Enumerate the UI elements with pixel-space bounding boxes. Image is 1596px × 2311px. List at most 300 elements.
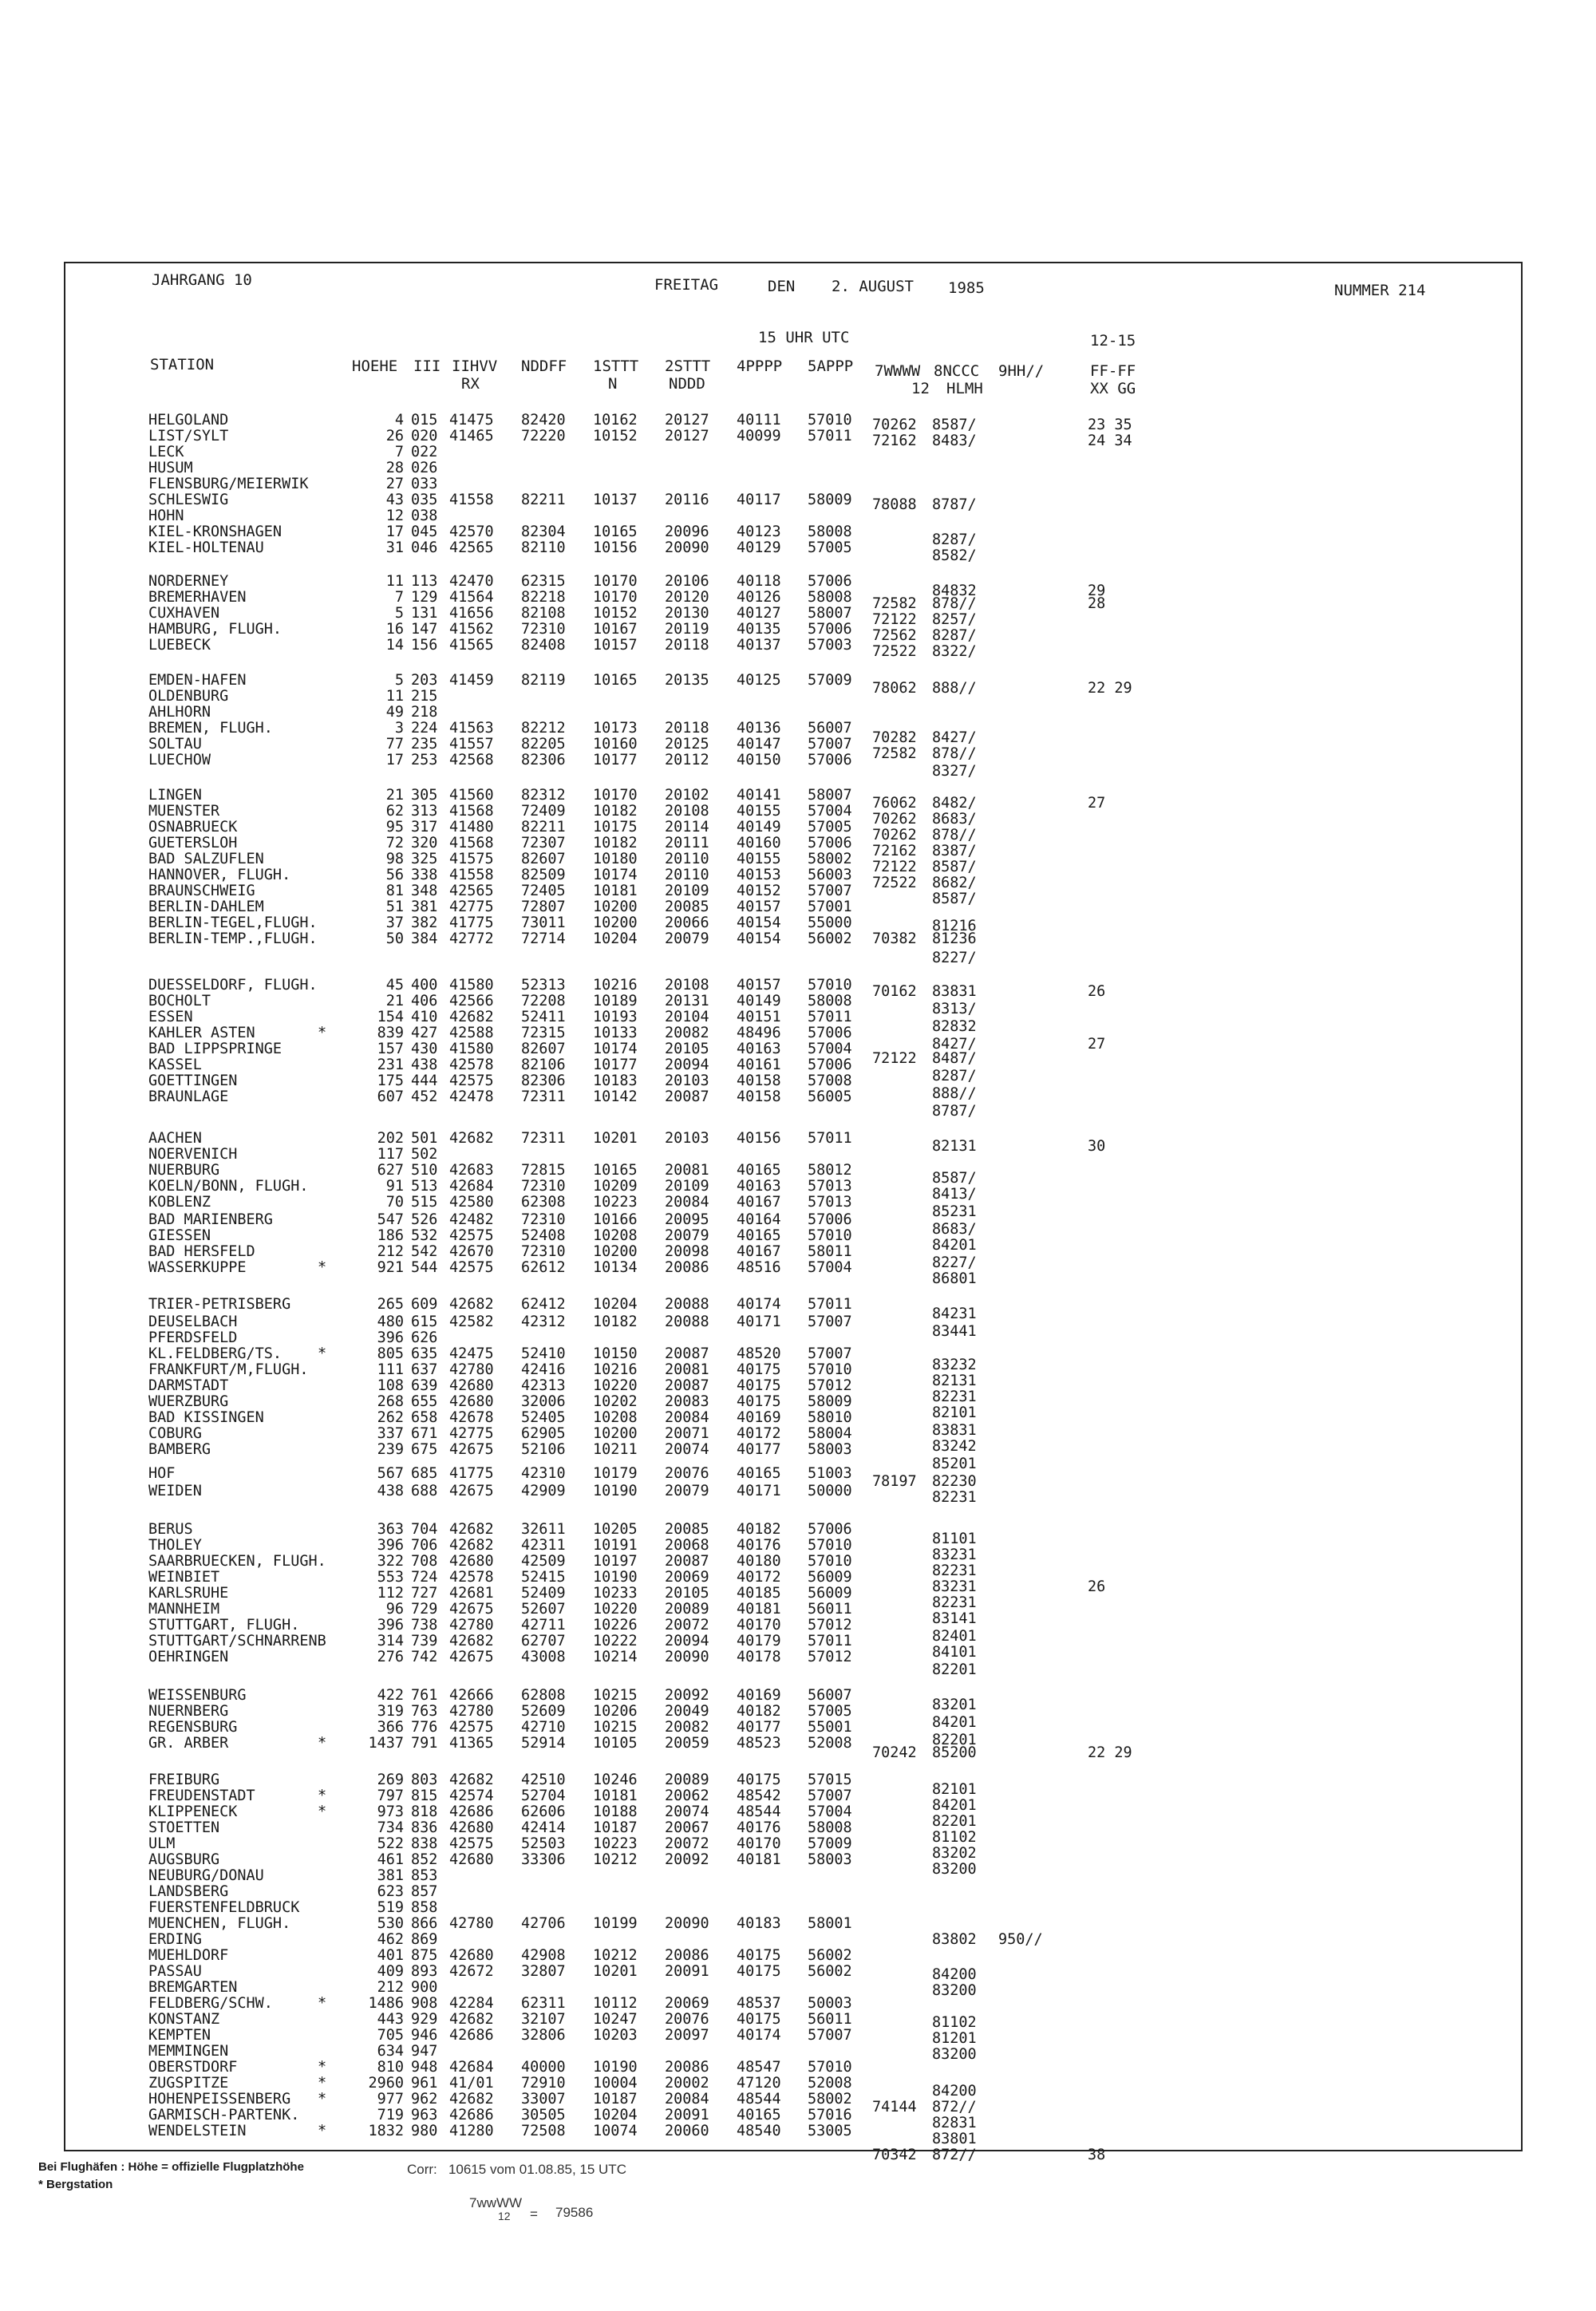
cell-c2: 82408 bbox=[521, 637, 566, 654]
cell-c5: 40147 bbox=[737, 736, 781, 753]
cell-c6: 56011 bbox=[808, 1601, 852, 1618]
cell-iii: 430 bbox=[411, 1041, 438, 1057]
cell-c1: 41459 bbox=[449, 672, 494, 689]
cell-stn: BOCHOLT bbox=[148, 993, 211, 1009]
cell-stn: NEUBURG/DONAU bbox=[148, 1867, 264, 1884]
cell-c4: 20118 bbox=[665, 637, 709, 654]
cell-cf: 26 bbox=[1088, 983, 1106, 1000]
cell-c6: 57010 bbox=[808, 412, 852, 429]
extra-group-row bbox=[0, 1270, 1596, 1286]
extra-group-row bbox=[0, 1422, 1596, 1438]
cell-stn: ESSEN bbox=[148, 1009, 193, 1025]
cell-c8: 8287/ bbox=[932, 531, 977, 548]
cell-iii: 655 bbox=[411, 1393, 438, 1410]
cell-c8: 83202 bbox=[932, 1845, 977, 1862]
cell-iii: 427 bbox=[411, 1025, 438, 1041]
cell-c5: 48544 bbox=[737, 2091, 781, 2108]
cell-c1: 42575 bbox=[449, 1835, 494, 1852]
cell-c5: 48537 bbox=[737, 1995, 781, 2012]
cell-stn: LANDSBERG bbox=[148, 1883, 229, 1900]
cell-c5: 40123 bbox=[737, 523, 781, 540]
cell-c2: 72807 bbox=[521, 899, 566, 915]
cell-c1: 42575 bbox=[449, 1227, 494, 1244]
cell-c4: 20071 bbox=[665, 1425, 709, 1442]
column-8nccc: 8NCCC bbox=[934, 362, 980, 380]
cell-c1: 42682 bbox=[449, 1537, 494, 1554]
cell-iii: 706 bbox=[411, 1537, 438, 1554]
column-station: STATION bbox=[150, 356, 215, 373]
extra-group-row bbox=[0, 1306, 1596, 1321]
cell-iii: 338 bbox=[411, 867, 438, 883]
cell-c5: 40165 bbox=[737, 2107, 781, 2123]
extra-group-row bbox=[0, 1473, 1596, 1489]
cell-c8: 82201 bbox=[932, 1661, 977, 1678]
cell-c3: 10133 bbox=[593, 1025, 638, 1041]
extra-group-row bbox=[0, 1404, 1596, 1420]
table-row bbox=[0, 1915, 1596, 1931]
cell-c8: 85200 bbox=[932, 1744, 977, 1761]
cell-c4: 20090 bbox=[665, 1915, 709, 1932]
cell-c4: 20087 bbox=[665, 1088, 709, 1105]
cell-c9: 950// bbox=[998, 1931, 1043, 1948]
column-9hh: 9HH// bbox=[998, 362, 1045, 380]
cell-c5: 40167 bbox=[737, 1243, 781, 1260]
cell-star: * bbox=[318, 1025, 327, 1041]
cell-stn: MUEHLDORF bbox=[148, 1947, 229, 1964]
cell-c1: 42568 bbox=[449, 752, 494, 768]
cell-c1: 42475 bbox=[449, 1345, 494, 1362]
cell-c4: 20119 bbox=[665, 621, 709, 638]
cell-cf: 24 34 bbox=[1088, 433, 1132, 449]
cell-iii: 853 bbox=[411, 1867, 438, 1884]
extra-group-row bbox=[0, 2083, 1596, 2099]
cell-stn: OBERSTDORF bbox=[148, 2059, 238, 2076]
cell-c8: 8587/ bbox=[932, 1170, 977, 1187]
cell-c4: 20091 bbox=[665, 2107, 709, 2123]
cell-hoehe: 186 bbox=[377, 1227, 404, 1244]
cell-c3: 10167 bbox=[593, 621, 638, 638]
cell-c1: 42478 bbox=[449, 1088, 494, 1105]
cell-c8: 81102 bbox=[932, 2014, 977, 2031]
cell-c4: 20135 bbox=[665, 672, 709, 689]
cell-c8: 82131 bbox=[932, 1138, 977, 1155]
cell-c8: 82231 bbox=[932, 1489, 977, 1506]
cell-stn: FREUDENSTADT bbox=[148, 1788, 255, 1804]
cell-iii: 708 bbox=[411, 1553, 438, 1570]
cell-iii: 962 bbox=[411, 2091, 438, 2108]
cell-c3: 10004 bbox=[593, 2075, 638, 2092]
cell-hoehe: 553 bbox=[377, 1569, 404, 1586]
cell-stn: KONSTANZ bbox=[148, 2011, 220, 2028]
cell-c6: 57005 bbox=[808, 819, 852, 836]
cell-c3: 10220 bbox=[593, 1601, 638, 1618]
cell-c8: 81201 bbox=[932, 2030, 977, 2047]
cell-c3: 10208 bbox=[593, 1227, 638, 1244]
cell-c3: 10200 bbox=[593, 1425, 638, 1442]
cell-iii: 410 bbox=[411, 1009, 438, 1025]
cell-iii: 626 bbox=[411, 1329, 438, 1346]
cell-c3: 10177 bbox=[593, 752, 638, 768]
cell-iii: 635 bbox=[411, 1345, 438, 1362]
cell-hoehe: 1486 bbox=[368, 1995, 404, 2012]
cell-c3: 10170 bbox=[593, 573, 638, 590]
extra-group-row bbox=[0, 2131, 1596, 2147]
extra-group-row bbox=[0, 1170, 1596, 1186]
cell-c3: 10112 bbox=[593, 1995, 638, 2012]
cell-iii: 615 bbox=[411, 1314, 438, 1330]
cell-c5: 40169 bbox=[737, 1687, 781, 1704]
cell-iii: 727 bbox=[411, 1585, 438, 1602]
cell-c2: 82211 bbox=[521, 492, 566, 508]
cell-c2: 82205 bbox=[521, 736, 566, 753]
cell-hoehe: 37 bbox=[385, 915, 404, 931]
cell-c5: 40141 bbox=[737, 787, 781, 804]
cell-hoehe: 567 bbox=[377, 1465, 404, 1482]
cell-c3: 10200 bbox=[593, 1243, 638, 1260]
cell-c2: 52313 bbox=[521, 977, 566, 994]
cell-c4: 20087 bbox=[665, 1345, 709, 1362]
extra-group-row bbox=[0, 2014, 1596, 2030]
cell-c4: 20103 bbox=[665, 1130, 709, 1147]
cell-c6: 58008 bbox=[808, 993, 852, 1009]
cell-stn: KARLSRUHE bbox=[148, 1585, 229, 1602]
cell-hoehe: 268 bbox=[377, 1393, 404, 1410]
cell-w7: 70382 bbox=[872, 930, 917, 947]
cell-c4: 20110 bbox=[665, 851, 709, 867]
cell-iii: 852 bbox=[411, 1851, 438, 1868]
cell-iii: 658 bbox=[411, 1409, 438, 1426]
cell-iii: 637 bbox=[411, 1361, 438, 1378]
cell-c4: 20049 bbox=[665, 1703, 709, 1720]
column-2sttt: 2STTT bbox=[665, 358, 711, 375]
cell-c6: 57013 bbox=[808, 1194, 852, 1211]
formula-value: 79586 bbox=[555, 2205, 594, 2220]
cell-stn: MEMMINGEN bbox=[148, 2043, 229, 2060]
extra-group-row bbox=[0, 1610, 1596, 1626]
cell-c1: 42570 bbox=[449, 523, 494, 540]
cell-c2: 52410 bbox=[521, 1345, 566, 1362]
cell-c1: 41480 bbox=[449, 819, 494, 836]
cell-hoehe: 31 bbox=[385, 539, 404, 556]
cell-c5: 40117 bbox=[737, 492, 781, 508]
cell-c6: 56003 bbox=[808, 867, 852, 883]
cell-hoehe: 4 bbox=[394, 412, 404, 429]
cell-iii: 313 bbox=[411, 803, 438, 820]
cell-c6: 57007 bbox=[808, 1788, 852, 1804]
cell-c4: 20069 bbox=[665, 1569, 709, 1586]
cell-c4: 20114 bbox=[665, 819, 709, 836]
cell-c2: 52409 bbox=[521, 1585, 566, 1602]
cell-iii: 038 bbox=[411, 508, 438, 524]
cell-c2: 72910 bbox=[521, 2075, 566, 2092]
cell-c8: 82231 bbox=[932, 1562, 977, 1579]
cell-c3: 10170 bbox=[593, 787, 638, 804]
cell-stn: TRIER-PETRISBERG bbox=[148, 1296, 291, 1313]
cell-iii: 948 bbox=[411, 2059, 438, 2076]
cell-hoehe: 72 bbox=[385, 835, 404, 851]
cell-c3: 10180 bbox=[593, 851, 638, 867]
cell-c3: 10197 bbox=[593, 1553, 638, 1570]
cell-hoehe: 627 bbox=[377, 1162, 404, 1179]
cell-c5: 40178 bbox=[737, 1649, 781, 1665]
cell-iii: 147 bbox=[411, 621, 438, 638]
cell-w7: 70342 bbox=[872, 2147, 917, 2163]
cell-w7: 70262 bbox=[872, 417, 917, 433]
cell-c2: 42710 bbox=[521, 1719, 566, 1736]
cell-stn: AHLHORN bbox=[148, 704, 211, 721]
cell-c3: 10181 bbox=[593, 883, 638, 899]
cell-c6: 55001 bbox=[808, 1719, 852, 1736]
cell-stn: BAD MARIENBERG bbox=[148, 1211, 273, 1228]
cell-iii: 532 bbox=[411, 1227, 438, 1244]
cell-c1: 42682 bbox=[449, 1521, 494, 1538]
cell-c3: 10142 bbox=[593, 1088, 638, 1105]
cell-c5: 48520 bbox=[737, 1345, 781, 1362]
cell-stn: DUESSELDORF, FLUGH. bbox=[148, 977, 318, 994]
cell-iii: 253 bbox=[411, 752, 438, 768]
cell-c4: 20088 bbox=[665, 1314, 709, 1330]
cell-c6: 51003 bbox=[808, 1465, 852, 1482]
cell-c1: 42582 bbox=[449, 1314, 494, 1330]
cell-c4: 20090 bbox=[665, 1649, 709, 1665]
cell-c6: 58008 bbox=[808, 589, 852, 606]
cell-c6: 57010 bbox=[808, 1361, 852, 1378]
cell-w7: 72162 bbox=[872, 433, 917, 449]
cell-w7: 72122 bbox=[872, 611, 917, 628]
cell-c1: 42684 bbox=[449, 2059, 494, 2076]
cell-c5: 47120 bbox=[737, 2075, 781, 2092]
cell-c1: 42574 bbox=[449, 1788, 494, 1804]
cell-stn: BERLIN-TEGEL,FLUGH. bbox=[148, 915, 318, 931]
cell-c2: 52607 bbox=[521, 1601, 566, 1618]
cell-star: * bbox=[318, 1345, 327, 1362]
cell-c2: 72311 bbox=[521, 1130, 566, 1147]
cell-c5: 40155 bbox=[737, 851, 781, 867]
cell-stn: GARMISCH-PARTENK. bbox=[148, 2107, 300, 2123]
cell-c3: 10211 bbox=[593, 1441, 638, 1458]
cell-stn: SCHLESWIG bbox=[148, 492, 229, 508]
cell-stn: FREIBURG bbox=[148, 1772, 220, 1788]
cell-c6: 57010 bbox=[808, 977, 852, 994]
extra-group-row bbox=[0, 1829, 1596, 1845]
cell-iii: 215 bbox=[411, 688, 438, 705]
extra-group-row bbox=[0, 1103, 1596, 1119]
cell-stn: HANNOVER, FLUGH. bbox=[148, 867, 291, 883]
cell-c5: 40137 bbox=[737, 637, 781, 654]
cell-c6: 57005 bbox=[808, 1703, 852, 1720]
cell-hoehe: 157 bbox=[377, 1041, 404, 1057]
cell-c4: 20130 bbox=[665, 605, 709, 622]
cell-c5: 40157 bbox=[737, 899, 781, 915]
cell-c4: 20090 bbox=[665, 539, 709, 556]
cell-c4: 20102 bbox=[665, 787, 709, 804]
cell-hoehe: 443 bbox=[377, 2011, 404, 2028]
cell-c3: 10212 bbox=[593, 1851, 638, 1868]
cell-hoehe: 607 bbox=[377, 1088, 404, 1105]
cell-iii: 235 bbox=[411, 736, 438, 753]
cell-stn: OEHRINGEN bbox=[148, 1649, 229, 1665]
cell-c6: 57011 bbox=[808, 1633, 852, 1649]
cell-stn: BREMERHAVEN bbox=[148, 589, 247, 606]
cell-c1: 42683 bbox=[449, 1162, 494, 1179]
cell-stn: THOLEY bbox=[148, 1537, 202, 1554]
time-range: 12-15 bbox=[1090, 332, 1136, 350]
cell-c6: 57008 bbox=[808, 1073, 852, 1089]
column-ffff-sub: XX GG bbox=[1090, 380, 1136, 397]
cell-hoehe: 1832 bbox=[368, 2123, 404, 2139]
cell-c8: 82201 bbox=[932, 1732, 977, 1748]
cell-star: * bbox=[318, 1735, 327, 1752]
cell-c6: 58011 bbox=[808, 1243, 852, 1260]
cell-c3: 10105 bbox=[593, 1735, 638, 1752]
cell-c3: 10187 bbox=[593, 1819, 638, 1836]
cell-c8: 8587/ bbox=[932, 859, 977, 875]
cell-c3: 10190 bbox=[593, 1483, 638, 1499]
cell-stn: KASSEL bbox=[148, 1057, 202, 1073]
cell-c8: 8227/ bbox=[932, 1254, 977, 1271]
cell-c5: 40165 bbox=[737, 1465, 781, 1482]
cell-c6: 57013 bbox=[808, 1178, 852, 1195]
cell-c4: 20087 bbox=[665, 1377, 709, 1394]
cell-c5: 40171 bbox=[737, 1314, 781, 1330]
cell-c3: 10177 bbox=[593, 1057, 638, 1073]
cell-iii: 776 bbox=[411, 1719, 438, 1736]
cell-c4: 20062 bbox=[665, 1788, 709, 1804]
cell-c4: 20081 bbox=[665, 1361, 709, 1378]
cell-iii: 438 bbox=[411, 1057, 438, 1073]
cell-stn: OLDENBURG bbox=[148, 688, 229, 705]
extra-group-row bbox=[0, 745, 1596, 761]
extra-group-row bbox=[0, 680, 1596, 696]
cell-c5: 40175 bbox=[737, 1393, 781, 1410]
cell-iii: 544 bbox=[411, 1259, 438, 1276]
cell-hoehe: 28 bbox=[385, 460, 404, 476]
extra-group-row bbox=[0, 1221, 1596, 1237]
issue-number: NUMMER 214 bbox=[1334, 282, 1426, 299]
cell-c1: 42780 bbox=[449, 1361, 494, 1378]
cell-c6: 57003 bbox=[808, 637, 852, 654]
cell-c5: 40157 bbox=[737, 977, 781, 994]
cell-c3: 10174 bbox=[593, 867, 638, 883]
cell-c4: 20059 bbox=[665, 1735, 709, 1752]
cell-c6: 56005 bbox=[808, 1088, 852, 1105]
cell-w7: 72522 bbox=[872, 875, 917, 891]
formula-top: 7wwWW bbox=[469, 2195, 523, 2210]
cell-c8: 872// bbox=[932, 2147, 977, 2163]
cell-iii: 838 bbox=[411, 1835, 438, 1852]
cell-c8: 81101 bbox=[932, 1531, 977, 1547]
formula-sub: 12 bbox=[498, 2210, 511, 2222]
cell-c1: 42672 bbox=[449, 1963, 494, 1980]
cell-c1: 42675 bbox=[449, 1483, 494, 1499]
extra-group-row bbox=[0, 1203, 1596, 1219]
cell-c3: 10206 bbox=[593, 1703, 638, 1720]
cell-c3: 10182 bbox=[593, 803, 638, 820]
cell-c5: 40158 bbox=[737, 1088, 781, 1105]
cell-c3: 10152 bbox=[593, 428, 638, 444]
cell-c5: 40164 bbox=[737, 1211, 781, 1228]
cell-c8: 8327/ bbox=[932, 763, 977, 780]
extra-group-row bbox=[0, 1628, 1596, 1644]
cell-c5: 40175 bbox=[737, 1361, 781, 1378]
cell-c8: 82230 bbox=[932, 1473, 977, 1490]
cell-c2: 42510 bbox=[521, 1772, 566, 1788]
cell-c8: 83231 bbox=[932, 1547, 977, 1563]
cell-iii: 510 bbox=[411, 1162, 438, 1179]
cell-hoehe: 17 bbox=[385, 523, 404, 540]
cell-stn: HAMBURG, FLUGH. bbox=[148, 621, 282, 638]
cell-hoehe: 62 bbox=[385, 803, 404, 820]
cell-hoehe: 27 bbox=[385, 476, 404, 492]
cell-c5: 40125 bbox=[737, 672, 781, 689]
cell-c1: 42681 bbox=[449, 1585, 494, 1602]
cell-stn: AUGSBURG bbox=[148, 1851, 220, 1868]
cell-hoehe: 314 bbox=[377, 1633, 404, 1649]
cell-c3: 10200 bbox=[593, 915, 638, 931]
cell-c8: 8787/ bbox=[932, 1103, 977, 1120]
cell-c2: 52411 bbox=[521, 1009, 566, 1025]
cell-c1: 41580 bbox=[449, 977, 494, 994]
cell-c1: 42686 bbox=[449, 2107, 494, 2123]
cell-hoehe: 262 bbox=[377, 1409, 404, 1426]
extra-group-row bbox=[0, 1644, 1596, 1660]
cell-c6: 57001 bbox=[808, 899, 852, 915]
cell-w7: 72162 bbox=[872, 843, 917, 859]
cell-c6: 57006 bbox=[808, 1211, 852, 1228]
extra-group-row bbox=[0, 1186, 1596, 1202]
cell-c3: 10188 bbox=[593, 1803, 638, 1820]
cell-c3: 10204 bbox=[593, 1296, 638, 1313]
cell-c5: 48516 bbox=[737, 1259, 781, 1276]
cell-c3: 10220 bbox=[593, 1377, 638, 1394]
cell-c2: 82218 bbox=[521, 589, 566, 606]
cell-c6: 58007 bbox=[808, 605, 852, 622]
cell-c5: 40170 bbox=[737, 1835, 781, 1852]
cell-c3: 10191 bbox=[593, 1537, 638, 1554]
cell-c8: 83232 bbox=[932, 1357, 977, 1373]
cell-hoehe: 265 bbox=[377, 1296, 404, 1313]
cell-c2: 82607 bbox=[521, 1041, 566, 1057]
cell-star: * bbox=[318, 2123, 327, 2139]
cell-hoehe: 269 bbox=[377, 1772, 404, 1788]
cell-c2: 73011 bbox=[521, 915, 566, 931]
column-iii: III bbox=[413, 358, 441, 375]
cell-c8: 82101 bbox=[932, 1404, 977, 1421]
cell-iii: 015 bbox=[411, 412, 438, 429]
extra-group-row bbox=[0, 1797, 1596, 1813]
cell-c2: 32107 bbox=[521, 2011, 566, 2028]
cell-c8: 8427/ bbox=[932, 1036, 977, 1053]
cell-c2: 72208 bbox=[521, 993, 566, 1009]
cell-c8: 81216 bbox=[932, 918, 977, 934]
cell-c5: 48547 bbox=[737, 2059, 781, 2076]
cell-c3: 10247 bbox=[593, 2011, 638, 2028]
cell-c8: 84201 bbox=[932, 1714, 977, 1731]
cell-iii: 526 bbox=[411, 1211, 438, 1228]
cell-c1: 42565 bbox=[449, 539, 494, 556]
cell-hoehe: 50 bbox=[385, 930, 404, 947]
cell-c6: 52008 bbox=[808, 2075, 852, 2092]
cell-c2: 72315 bbox=[521, 1025, 566, 1041]
cell-stn: LINGEN bbox=[148, 787, 202, 804]
cell-iii: 609 bbox=[411, 1296, 438, 1313]
cell-c2: 42706 bbox=[521, 1915, 566, 1932]
column-7wwww: 7WWWW bbox=[875, 362, 921, 380]
cell-c6: 58008 bbox=[808, 1819, 852, 1836]
cell-stn: LECK bbox=[148, 444, 184, 460]
cell-c1: 41564 bbox=[449, 589, 494, 606]
cell-c1: 42682 bbox=[449, 1296, 494, 1313]
